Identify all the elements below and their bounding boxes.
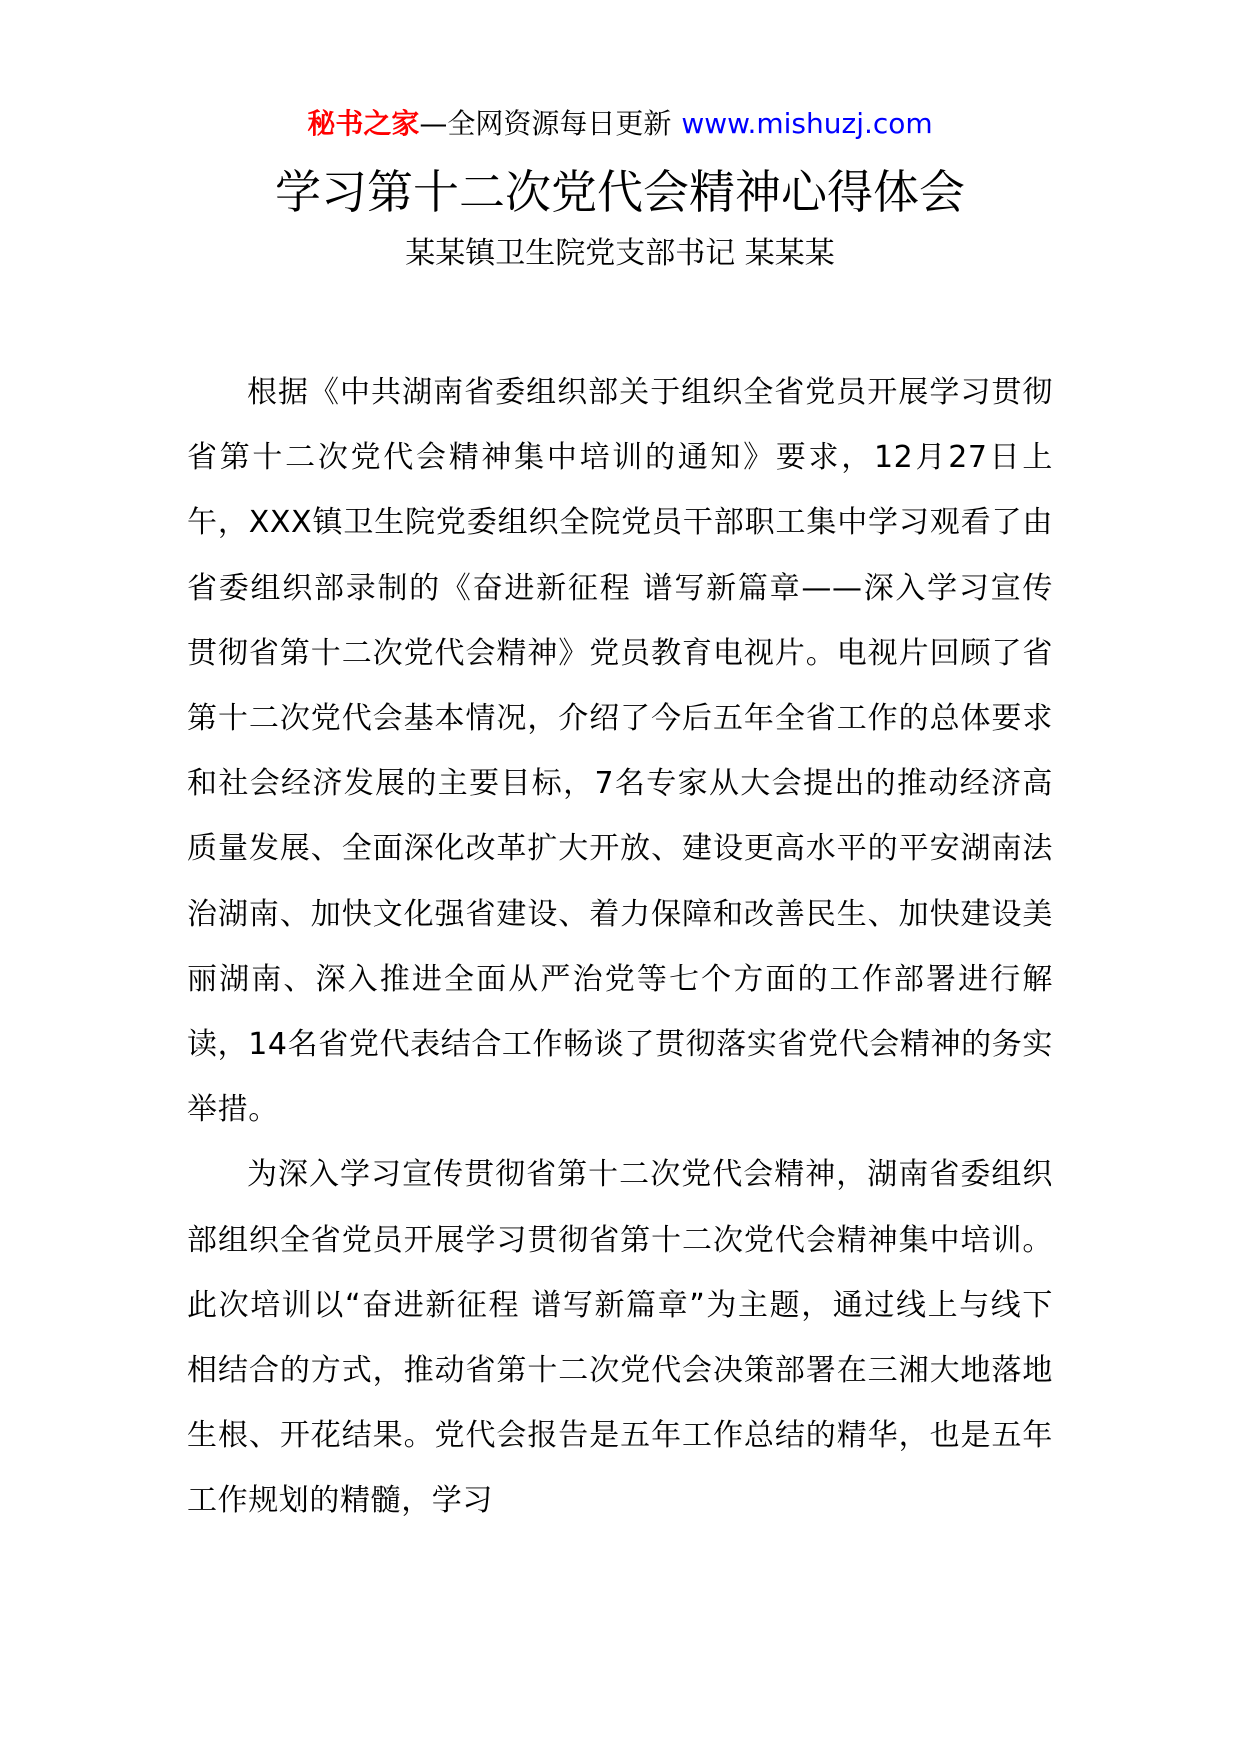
- site-brand: 秘书之家: [307, 107, 420, 140]
- document-title: 学习第十二次党代会精神心得体会: [275, 165, 965, 219]
- body-paragraph: 根据《中共湖南省委组织部关于组织全省党员开展学习贯彻省第十二次党代会精神集中培训的通知》要求，12月27日上午，XXX镇卫生院党委组织全院党员干部职工集中学习观看了由省委组织部录制的《奋进新征程 谱写新篇章——深入学习宣传贯彻省第十二次党代会精神》党员教育电视片。电视片回顾了省第十二次党代会基本情况，介绍了今后五年全省工作的总体要求和社会经济发展的主要目标，7名专家从大会提出的推动经济高质量发展、全面深化改革扩大开放、建设更高水平的平安湖南法治湖南、加快文化强省建设、着力保障和改善民生、加快建设美丽湖南、深入推进全面从严治党等七个方面的工作部署进行解读，14名省党代表结合工作畅谈了贯彻落实省党代会精神的务实举措。: [187, 375, 1053, 1128]
- document-body: [187, 360, 1053, 1534]
- site-link[interactable]: www.mishuzj.com: [681, 107, 933, 140]
- document-author: 某某镇卫生院党支部书记 某某某: [405, 236, 835, 271]
- body-paragraph: 为深入学习宣传贯彻省第十二次党代会精神，湖南省委组织部组织全省党员开展学习贯彻省第十二次党代会精神集中培训。此次培训以“奋进新征程 谱写新篇章”为主题，通过线上与线下相结合的方式，推动省第十二次党代会决策部署在三湘大地落地生根、开花结果。党代会报告是五年工作总结的精华，也是五年工作规划的精髓，学习: [187, 1157, 1053, 1519]
- site-tagline: —全网资源每日更新: [419, 107, 672, 140]
- site-header: [0, 104, 1240, 144]
